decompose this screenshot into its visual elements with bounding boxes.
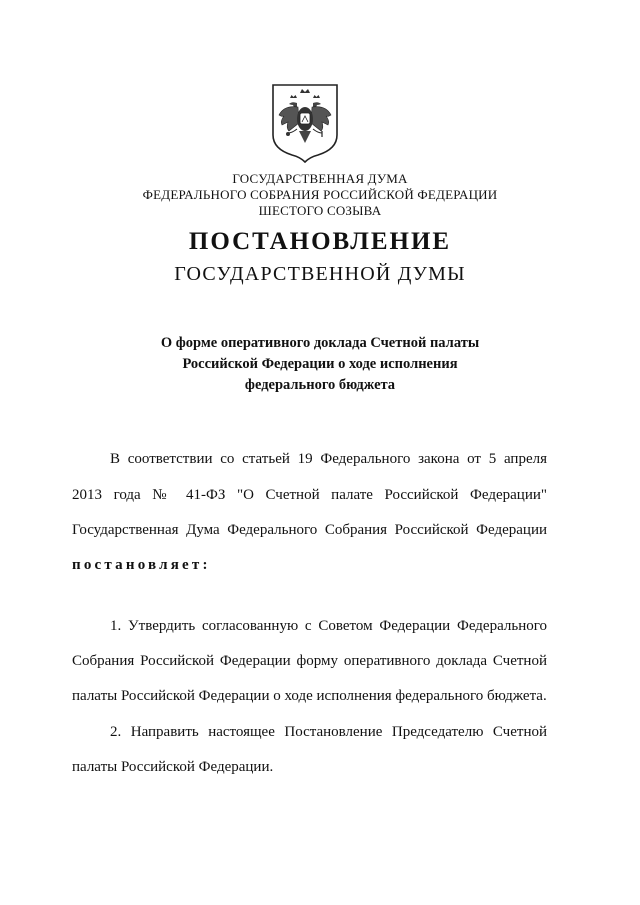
preamble-line-3: Государственная Дума Федерального Собрания Российской Федерации: [72, 522, 547, 538]
coat-of-arms-icon: [270, 83, 340, 163]
item-2-line-1: 2. Направить настоящее Постановление Председателю Счетной: [110, 724, 547, 740]
document-title: ПОСТАНОВЛЕНИЕ: [188, 228, 452, 255]
preamble-line-1: В соответствии со статьей 19 Федерального закона от 5 апреля: [110, 451, 547, 467]
document-subtitle: ГОСУДАРСТВЕННОЙ ДУМЫ: [174, 263, 466, 285]
preamble-line-2: 2013 года № 41-ФЗ "О Счетной палате Российской Федерации": [72, 487, 547, 503]
heading-line-1: О форме оперативного доклада Счетной палаты: [160, 335, 480, 351]
item-1-line-3: палаты Российской Федерации о ходе исполнения федерального бюджета.: [72, 688, 547, 704]
item-2-line-2: палаты Российской Федерации.: [72, 759, 274, 775]
item-1-line-1: 1. Утвердить согласованную с Советом Федерации Федерального: [110, 618, 547, 634]
item-1-line-2: Собрания Российской Федерации форму оперативного доклада Счетной: [72, 653, 547, 669]
header-duma: ГОСУДАРСТВЕННАЯ ДУМА: [232, 171, 408, 186]
heading-line-2: Российской Федерации о ходе исполнения: [182, 356, 458, 372]
header-assembly: ФЕДЕРАЛЬНОГО СОБРАНИЯ РОССИЙСКОЙ ФЕДЕРАЦИИ: [142, 187, 498, 202]
heading-line-3: федерального бюджета: [244, 377, 396, 393]
resolves-keyword: постановляет:: [72, 557, 211, 573]
header-convocation: ШЕСТОГО СОЗЫВА: [258, 203, 382, 218]
